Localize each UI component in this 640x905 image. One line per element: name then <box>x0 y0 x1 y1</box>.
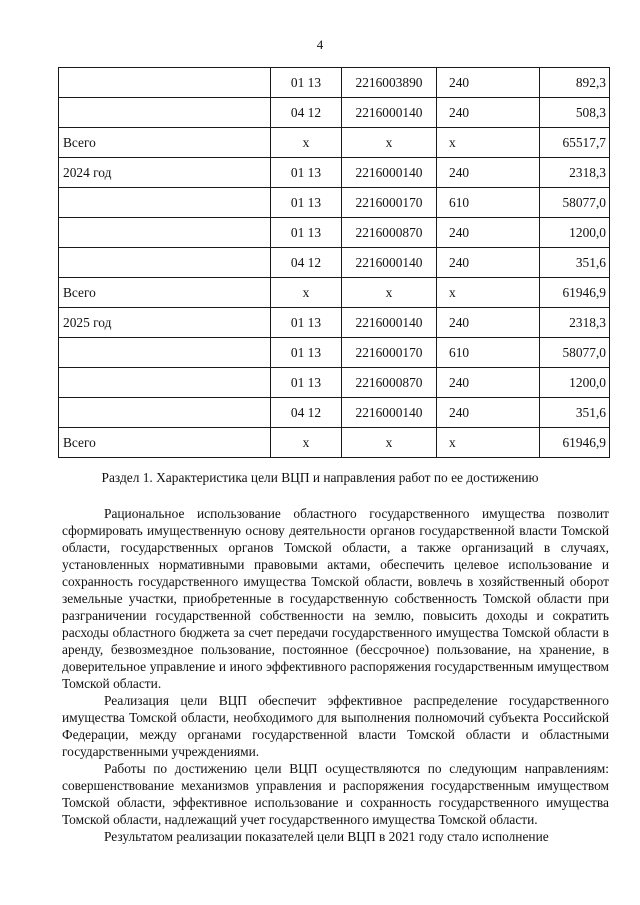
sum-cell: 1200,0 <box>540 218 610 248</box>
vr-cell: х <box>437 428 540 458</box>
csr-cell: 2216000170 <box>342 188 437 218</box>
section-heading: Раздел 1. Характеристика цели ВЦП и направления работ по ее достижению <box>101 470 539 485</box>
table-row <box>59 278 610 308</box>
csr-cell: 2216003890 <box>342 68 437 98</box>
csr-cell: 2216000170 <box>342 338 437 368</box>
razdel-cell: 01 13 <box>271 218 342 248</box>
table-row <box>59 428 610 458</box>
table-row <box>59 68 610 98</box>
vr-cell: 240 <box>437 68 540 98</box>
table-row <box>59 368 610 398</box>
paragraph: Работы по достижению цели ВЦП осуществляются по следующим направлениям: совершенствование механизмов управления и распоряжения государственным имуществом Томской области, эффективное использование и сохранность государственного имущества Томской области, надлежащий учет государственного имущества Томской области. <box>62 761 609 827</box>
razdel-cell: 01 13 <box>271 158 342 188</box>
row-label-cell: Всего <box>59 128 271 158</box>
vr-cell: 240 <box>437 158 540 188</box>
table-row <box>59 98 610 128</box>
sum-cell: 351,6 <box>540 398 610 428</box>
sum-cell: 58077,0 <box>540 338 610 368</box>
table-row <box>59 218 610 248</box>
csr-cell: 2216000140 <box>342 98 437 128</box>
csr-cell: х <box>342 128 437 158</box>
csr-cell: х <box>342 278 437 308</box>
row-label-cell: 2024 год <box>59 158 271 188</box>
razdel-cell: 04 12 <box>271 248 342 278</box>
vr-cell: х <box>437 128 540 158</box>
row-label-cell <box>59 398 271 428</box>
row-label-cell <box>59 188 271 218</box>
razdel-cell: 01 13 <box>271 308 342 338</box>
sum-cell: 2318,3 <box>540 158 610 188</box>
vr-cell: 610 <box>437 188 540 218</box>
razdel-cell: 01 13 <box>271 68 342 98</box>
sum-cell: 1200,0 <box>540 368 610 398</box>
table-row <box>59 248 610 278</box>
vr-cell: 240 <box>437 218 540 248</box>
row-label-cell <box>59 68 271 98</box>
sum-cell: 65517,7 <box>540 128 610 158</box>
vr-cell: 240 <box>437 98 540 128</box>
table-row <box>59 188 610 218</box>
table-row <box>59 308 610 338</box>
razdel-cell: 04 12 <box>271 98 342 128</box>
razdel-cell: 01 13 <box>271 338 342 368</box>
paragraph: Рациональное использование областного государственного имущества позволит сформировать имущественную основу деятельности органов государственной власти Томской области, государственных органов Томской области, а также организаций в случаях, установленных нормативными правовыми актами, обеспечить целевое использование и сохранность государственного имущества Томской области, вовлечь в хозяйственный оборот земельные участки, приобретенные в государственную собственность Томской области при разграничении государственной собственности на землю, повысить доходы и сократить расходы областного бюджета за счет передачи государственного имущества Томской области в аренду, безвозмездное пользование, постоянное (бессрочное) пользование, на хранение, в доверительное управление и иного эффективного распоряжения государственным имуществом Томской области. <box>62 506 609 691</box>
razdel-cell: х <box>271 128 342 158</box>
row-label-cell: Всего <box>59 278 271 308</box>
sum-cell: 351,6 <box>540 248 610 278</box>
paragraph: Результатом реализации показателей цели ВЦП в 2021 году стало исполнение <box>104 829 549 844</box>
vr-cell: 240 <box>437 308 540 338</box>
sum-cell: 58077,0 <box>540 188 610 218</box>
row-label-cell <box>59 338 271 368</box>
razdel-cell: х <box>271 428 342 458</box>
vr-cell: х <box>437 278 540 308</box>
vr-cell: 240 <box>437 248 540 278</box>
row-label-cell <box>59 248 271 278</box>
page-number: 4 <box>316 37 324 52</box>
vr-cell: 240 <box>437 398 540 428</box>
row-label-cell: 2025 год <box>59 308 271 338</box>
table-row <box>59 338 610 368</box>
csr-cell: 2216000140 <box>342 308 437 338</box>
razdel-cell: 04 12 <box>271 398 342 428</box>
row-label-cell <box>59 98 271 128</box>
vr-cell: 610 <box>437 338 540 368</box>
razdel-cell: х <box>271 278 342 308</box>
table-row <box>59 398 610 428</box>
row-label-cell <box>59 218 271 248</box>
row-label-cell <box>59 368 271 398</box>
sum-cell: 2318,3 <box>540 308 610 338</box>
sum-cell: 61946,9 <box>540 428 610 458</box>
csr-cell: 2216000140 <box>342 398 437 428</box>
sum-cell: 61946,9 <box>540 278 610 308</box>
csr-cell: 2216000140 <box>342 158 437 188</box>
csr-cell: х <box>342 428 437 458</box>
budget-table <box>58 67 610 458</box>
razdel-cell: 01 13 <box>271 188 342 218</box>
paragraph: Реализация цели ВЦП обеспечит эффективное распределение государственного имущества Томской области, необходимого для выполнения полномочий субъекта Российской Федерации, между органами государственной власти Томской области и областными государственными учреждениями. <box>62 693 609 759</box>
section-body <box>62 505 609 845</box>
csr-cell: 2216000870 <box>342 368 437 398</box>
row-label-cell: Всего <box>59 428 271 458</box>
razdel-cell: 01 13 <box>271 368 342 398</box>
table-row <box>59 128 610 158</box>
csr-cell: 2216000870 <box>342 218 437 248</box>
table-row <box>59 158 610 188</box>
csr-cell: 2216000140 <box>342 248 437 278</box>
vr-cell: 240 <box>437 368 540 398</box>
sum-cell: 508,3 <box>540 98 610 128</box>
sum-cell: 892,3 <box>540 68 610 98</box>
